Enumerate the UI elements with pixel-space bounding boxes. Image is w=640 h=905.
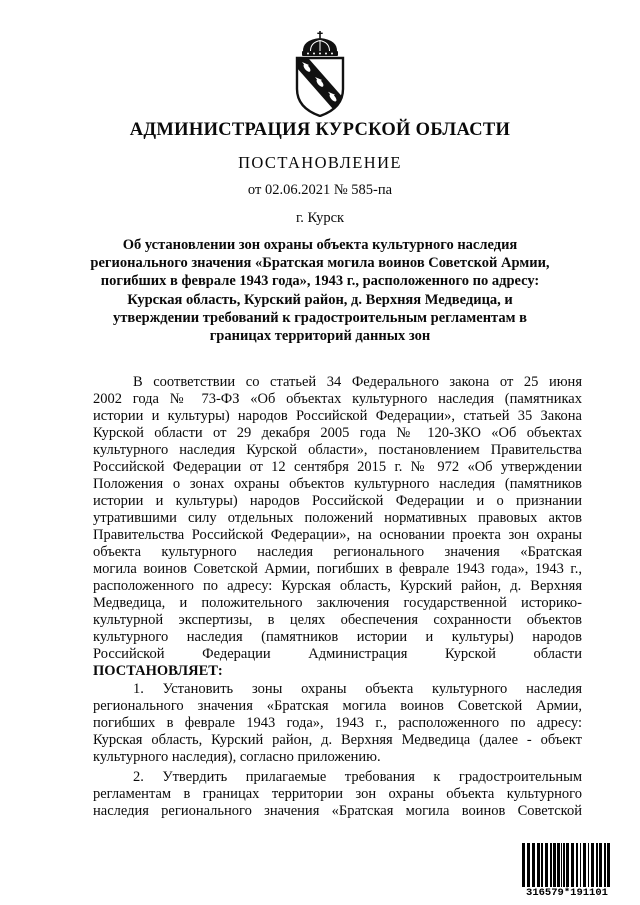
barcode-bar <box>580 843 581 887</box>
barcode-bar <box>588 843 589 887</box>
barcode <box>521 843 613 899</box>
barcode-bar <box>583 843 586 887</box>
document-date-number: от 02.06.2021 № 585-па <box>247 182 393 198</box>
body-line: регионального значения «Братская могила воинов Советской Армии, <box>93 698 582 714</box>
barcode-bar <box>522 843 525 887</box>
body-line: культурного наследия Курской области», постановлением Правительства <box>93 442 582 458</box>
title-line: погибших в феврале 1943 года», 1943 г., расположенного по адресу: <box>100 273 540 290</box>
barcode-number: 316579*191101 <box>526 887 608 899</box>
item-1-paragraph <box>93 681 582 766</box>
body-line: Правительства Российской Федерации», на основании проекта зон охраны <box>93 527 582 543</box>
body-line: Российской Федерации Администрация Курской области <box>93 646 582 662</box>
barcode-icon <box>521 843 613 887</box>
barcode-bar <box>576 843 578 887</box>
title-line: Курская область, Курский район, д. Верхняя Медведица, и <box>127 291 513 308</box>
body-line: утратившими силу отдельных положений нормативных правовых актов <box>93 510 582 526</box>
body-line: культурной экспертизы, в целях обеспечения сохранности объектов <box>93 612 582 628</box>
barcode-bar <box>561 843 562 887</box>
barcode-bar <box>541 843 543 887</box>
document-type: ПОСТАНОВЛЕНИЕ <box>238 153 402 172</box>
body-line: погибших в феврале 1943 года», 1943 г., расположенного по адресу: <box>93 715 582 731</box>
barcode-bar <box>553 843 556 887</box>
preamble-paragraph <box>93 374 582 680</box>
barcode-bar <box>527 843 530 887</box>
barcode-bar <box>566 843 569 887</box>
resolves-line: ПОСТАНОВЛЯЕТ: <box>93 663 223 679</box>
body-line: истории и культуры) народов Российской Федерации и о признании <box>93 493 582 509</box>
barcode-bar <box>532 843 535 887</box>
title-line: Об установлении зон охраны объекта культурного наследия <box>122 237 518 253</box>
body-line: могила воинов Советской Армии, погибших в феврале 1943 года», 1943 г., <box>93 561 582 577</box>
document-title <box>0 236 640 345</box>
document-body <box>93 374 582 820</box>
barcode-bar <box>563 843 565 887</box>
barcode-bar <box>571 843 574 887</box>
body-line: Российской Федерации от 12 сентября 2015 г. № 972 «Об утверждении <box>93 459 582 475</box>
organization-name: АДМИНИСТРАЦИЯ КУРСКОЙ ОБЛАСТИ <box>129 120 511 140</box>
item-2-paragraph <box>93 769 582 820</box>
barcode-bar <box>599 843 602 887</box>
shield-icon <box>292 51 348 117</box>
body-line: истории и культуры) народов Российской Федерации», статьей 35 Закона <box>93 408 582 424</box>
barcode-bar <box>550 843 552 887</box>
document-city: г. Курск <box>295 210 345 226</box>
body-line: наследия регионального значения «Братская могила воинов Советской <box>93 803 582 819</box>
body-line: культурного наследия), согласно приложению. <box>93 749 381 765</box>
body-line: 2. Утвердить прилагаемые требования к градостроительным <box>133 769 582 785</box>
barcode-bar <box>607 843 610 887</box>
body-line: Положения о зонах охраны объектов культурного наследия (памятников <box>93 476 582 492</box>
body-line: расположенного по адресу: Курская область, Курский район, д. Верхняя <box>93 578 582 594</box>
body-line: Курская область, Курский район, д. Верхняя Медведица (далее - объект <box>93 732 582 748</box>
title-line: границах территорий данных зон <box>209 328 431 345</box>
body-line: 1. Установить зоны охраны объекта культурного наследия <box>133 681 582 697</box>
barcode-bar <box>604 843 606 887</box>
title-line: регионального значения «Братская могила воинов Советской Армии, <box>90 255 550 272</box>
barcode-bar <box>591 843 594 887</box>
body-line: В соответствии со статьей 34 Федерального закона от 25 июня <box>133 374 582 390</box>
crown-icon <box>302 31 338 56</box>
barcode-bar <box>545 843 548 887</box>
body-line: объекта культурного наследия регионального значения «Братская <box>93 544 582 560</box>
title-line: утверждении требований к градостроительным регламентам в <box>113 309 527 326</box>
body-line: регламентам в границах территории зон охраны объекта культурного <box>93 786 582 802</box>
body-line: Медведица, и положительного заключения государственной историко- <box>93 595 582 611</box>
barcode-bar <box>596 843 598 887</box>
body-line: Курской области от 29 декабря 2005 года № 120-ЗКО «Об объектах <box>93 425 582 441</box>
barcode-bar <box>557 843 560 887</box>
body-line: 2002 года № 73-ФЗ «Об объектах культурного наследия (памятниках <box>93 391 582 407</box>
barcode-bar <box>537 843 540 887</box>
coat-of-arms-icon <box>292 31 348 117</box>
body-line: культурного наследия (памятников истории и культуры) народов <box>93 629 582 645</box>
